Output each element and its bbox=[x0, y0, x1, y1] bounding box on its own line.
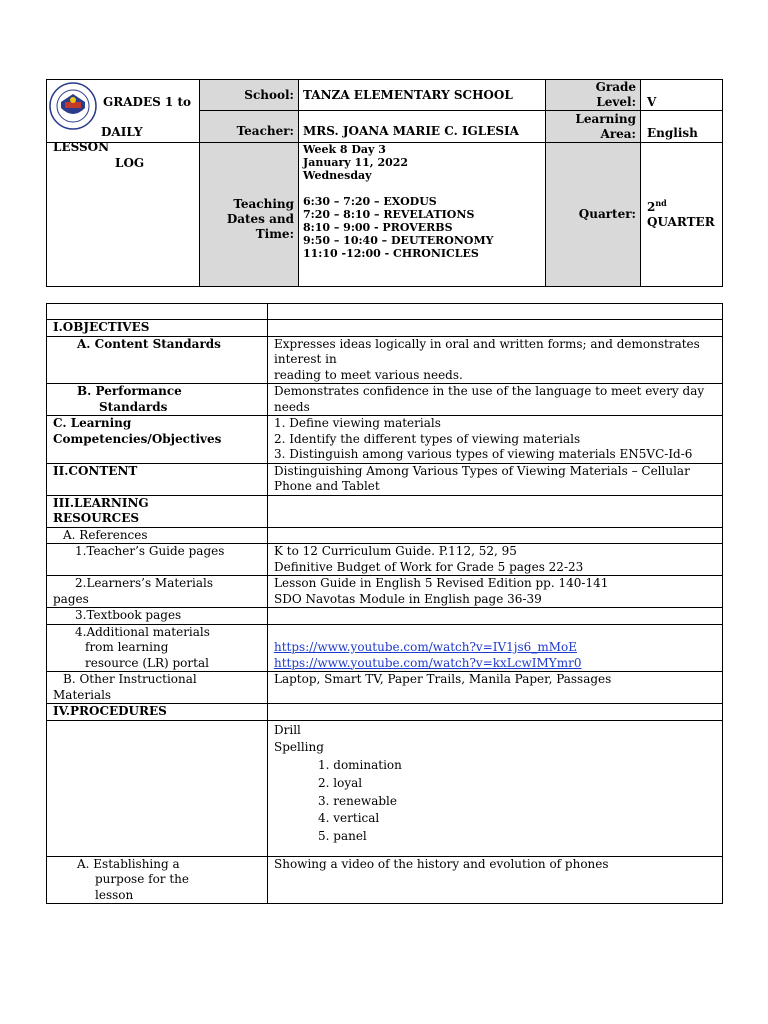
learners-materials-label-line2: pages bbox=[53, 591, 89, 606]
deped-seal-logo bbox=[49, 82, 97, 130]
performance-standards-label-line2: Standards bbox=[99, 399, 168, 414]
title-line-3: LESSON bbox=[53, 140, 110, 154]
competencies-value bbox=[268, 416, 723, 464]
drill-label: Drill bbox=[274, 722, 301, 737]
area-value: English bbox=[641, 111, 723, 143]
teachers-guide-line: Definitive Budget of Work for Grade 5 pages 22-23 bbox=[274, 559, 584, 574]
header-table bbox=[46, 79, 723, 287]
performance-standards-label-line1: B. Performance bbox=[77, 384, 182, 398]
other-materials-label bbox=[47, 672, 268, 704]
learning-resources-heading bbox=[47, 495, 268, 527]
performance-standards-label bbox=[47, 384, 268, 416]
performance-standards-line: needs bbox=[274, 399, 310, 414]
learning-resources-line1: III.LEARNING bbox=[53, 495, 149, 510]
content-heading: II.CONTENT bbox=[47, 463, 268, 495]
title-line-1: GRADES 1 to bbox=[103, 95, 192, 109]
blank-cell bbox=[268, 495, 723, 527]
teacher-label: Teacher: bbox=[200, 111, 299, 143]
grade-label-line1: Grade bbox=[595, 80, 636, 94]
area-label-line2: Area: bbox=[600, 126, 636, 141]
additional-materials-label-line1: 4.Additional materials bbox=[75, 624, 210, 639]
blank-cell bbox=[268, 304, 723, 320]
purpose-label-line3: lesson bbox=[95, 887, 134, 902]
teachers-guide-label: 1.Teacher’s Guide pages bbox=[47, 544, 268, 576]
dates-line: Wednesday bbox=[303, 169, 372, 182]
textbook-label: 3.Textbook pages bbox=[47, 608, 268, 625]
additional-materials-label bbox=[47, 624, 268, 672]
spelling-word: 5. panel bbox=[318, 829, 367, 844]
youtube-link-2[interactable]: https://www.youtube.com/watch?v=kxLcwIMYmr0 bbox=[274, 655, 582, 670]
additional-materials-value bbox=[268, 624, 723, 672]
objectives-heading: I.OBJECTIVES bbox=[47, 320, 268, 337]
dates-line bbox=[303, 182, 545, 195]
learners-materials-value bbox=[268, 576, 723, 608]
performance-standards-line: Demonstrates confidence in the use of the language to meet every day bbox=[274, 384, 705, 398]
lesson-table bbox=[46, 303, 723, 904]
additional-materials-label-line3: resource (LR) portal bbox=[85, 655, 209, 670]
content-standards-line: Expresses ideas logically in oral and written forms; and demonstrates bbox=[274, 336, 700, 351]
quarter-number: 2 bbox=[647, 199, 656, 214]
purpose-label-line2: purpose for the bbox=[95, 872, 189, 886]
blank-cell bbox=[268, 320, 723, 337]
dates-line: January 11, 2022 bbox=[303, 156, 409, 169]
dates-line: 11:10 -12:00 - CHRONICLES bbox=[303, 247, 479, 260]
content-line: Distinguishing Among Various Types of Viewing Materials – Cellular bbox=[274, 463, 690, 478]
learners-materials-line: Lesson Guide in English 5 Revised Edition pp. 140-141 bbox=[274, 576, 609, 590]
competency-line: 1. Define viewing materials bbox=[274, 416, 441, 430]
learners-materials-line: SDO Navotas Module in English page 36-39 bbox=[274, 591, 542, 606]
dates-value bbox=[299, 143, 546, 287]
dates-line: 6:30 – 7:20 – EXODUS bbox=[303, 195, 437, 208]
content-standards-line: reading to meet various needs. bbox=[274, 367, 463, 382]
quarter-label: Quarter: bbox=[546, 143, 641, 287]
area-label-line1: Learning bbox=[575, 111, 636, 126]
quarter-word: QUARTER bbox=[647, 214, 715, 229]
grade-value: V bbox=[641, 80, 723, 111]
learners-materials-label-line1: 2.Learners’s Materials bbox=[75, 576, 214, 590]
content-standards-line: interest in bbox=[274, 352, 337, 366]
learners-materials-label bbox=[47, 576, 268, 608]
other-materials-label-line1: B. Other Instructional bbox=[63, 672, 197, 686]
dates-label bbox=[200, 143, 299, 287]
content-line: Phone and Tablet bbox=[274, 479, 380, 493]
youtube-link-1[interactable]: https://www.youtube.com/watch?v=IV1js6_mMoE bbox=[274, 640, 577, 654]
spelling-word: 2. loyal bbox=[318, 775, 363, 790]
school-label: School: bbox=[200, 80, 299, 111]
school-value: TANZA ELEMENTARY SCHOOL bbox=[299, 80, 546, 111]
competencies-label-line1: C. Learning bbox=[53, 416, 132, 430]
dates-label-line3: Time: bbox=[255, 227, 294, 241]
blank-cell bbox=[47, 720, 268, 856]
competencies-label-line2: Competencies/Objectives bbox=[53, 431, 222, 446]
purpose-label-line1: A. Establishing a bbox=[77, 856, 180, 871]
grade-label bbox=[546, 80, 641, 111]
teacher-value: MRS. JOANA MARIE C. IGLESIA bbox=[299, 111, 546, 143]
procedures-heading: IV.PROCEDURES bbox=[47, 704, 268, 721]
dates-line: 9:50 – 10:40 – DEUTERONOMY bbox=[303, 234, 494, 247]
learning-resources-line2: RESOURCES bbox=[53, 511, 140, 525]
spelling-label: Spelling bbox=[274, 740, 324, 755]
quarter-value bbox=[641, 143, 723, 287]
other-materials-value: Laptop, Smart TV, Paper Trails, Manila Paper, Passages bbox=[268, 672, 723, 704]
purpose-value: Showing a video of the history and evolution of phones bbox=[268, 856, 723, 904]
content-standards-label: A. Content Standards bbox=[47, 336, 268, 384]
spelling-word: 1. domination bbox=[318, 758, 402, 773]
blank-cell bbox=[268, 704, 723, 721]
dates-label-line1: Teaching bbox=[233, 197, 294, 211]
spelling-word: 4. vertical bbox=[318, 811, 380, 826]
teachers-guide-line: K to 12 Curriculum Guide. P.112, 52, 95 bbox=[274, 544, 517, 558]
competencies-label bbox=[47, 416, 268, 464]
references-label: A. References bbox=[47, 527, 268, 544]
purpose-label bbox=[47, 856, 268, 904]
blank-cell bbox=[268, 608, 723, 625]
teachers-guide-value bbox=[268, 544, 723, 576]
dates-line: 7:20 – 8:10 – REVELATIONS bbox=[303, 208, 475, 221]
dates-line: Week 8 Day 3 bbox=[303, 143, 386, 156]
quarter-suffix: nd bbox=[655, 197, 667, 208]
title-cell bbox=[47, 80, 200, 170]
blank-cell bbox=[268, 527, 723, 544]
competency-line: 3. Distinguish among various types of viewing materials EN5VC-Id-6 bbox=[274, 447, 693, 461]
additional-materials-label-line2: from learning bbox=[85, 640, 169, 654]
competency-line: 2. Identify the different types of viewing materials bbox=[274, 431, 581, 446]
spelling-word: 3. renewable bbox=[318, 793, 397, 808]
blank-cell bbox=[47, 304, 268, 320]
content-value bbox=[268, 463, 723, 495]
title-line-2: DAILY bbox=[101, 125, 143, 139]
other-materials-label-line2: Materials bbox=[53, 687, 112, 702]
title-line-4: LOG bbox=[115, 156, 145, 170]
grade-label-line2: Level: bbox=[596, 95, 636, 109]
drill-value bbox=[268, 720, 723, 856]
dates-line: 8:10 – 9:00 - PROVERBS bbox=[303, 221, 453, 234]
content-standards-value bbox=[268, 336, 723, 384]
dates-label-line2: Dates and bbox=[226, 212, 294, 226]
area-label bbox=[546, 111, 641, 143]
performance-standards-value bbox=[268, 384, 723, 416]
